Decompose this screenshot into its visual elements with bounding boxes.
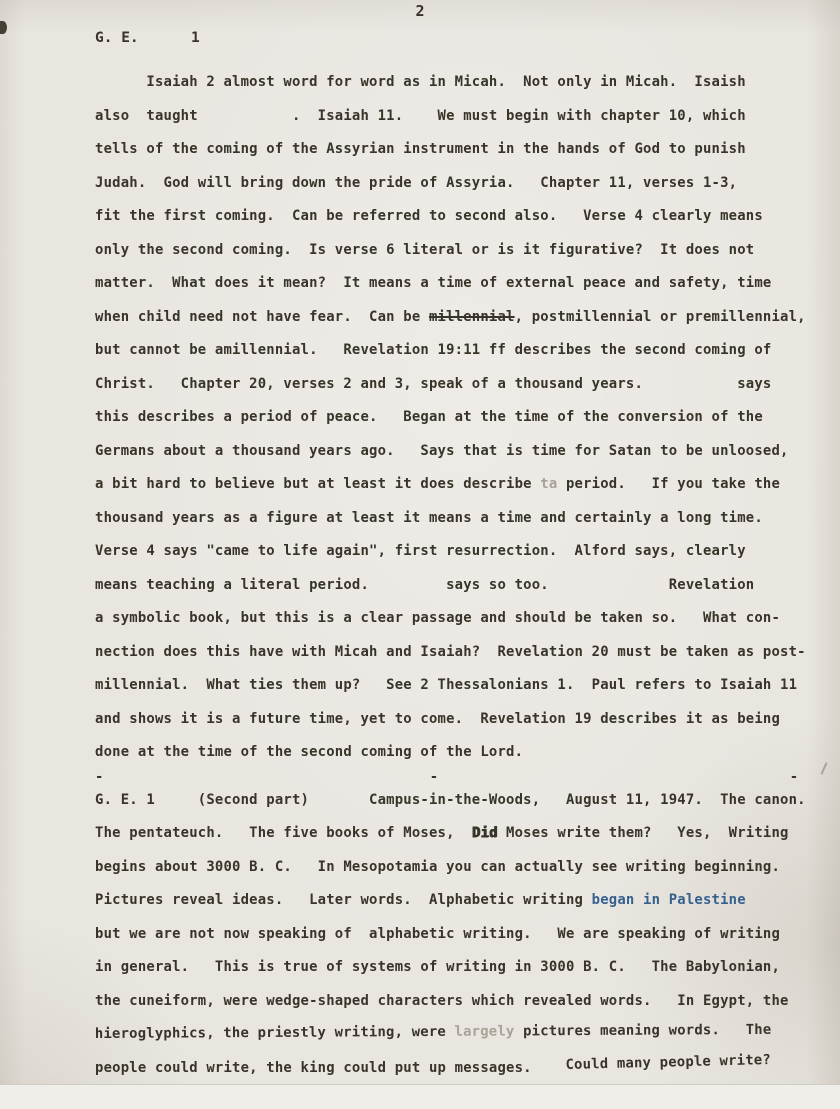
typed-segment: Pictures reveal ideas. Later words. Alphabetic writing [95,892,592,908]
scan-artifact-pen-mark [820,762,827,775]
typed-segment: also taught . Isaiah 11. We must begin with chapter 10, which [95,107,746,124]
typed-segment-strike: millennial [428,308,515,325]
typed-line [95,736,820,770]
typed-segment: hieroglyphics, the priestly writing, were [94,1023,455,1043]
typed-segment-over: Did [471,825,498,841]
typed-segment: Moses write them? Yes, Writing [497,825,789,841]
typed-line [95,951,820,985]
typed-segment: The pentateuch. The five books of Moses, [95,825,472,841]
typed-line [95,884,820,918]
typed-segment: a bit hard to believe but at least it does describe [95,476,541,492]
typed-segment: Christ. Chapter 20, verses 2 and 3, speak of a thousand years. says [95,375,772,392]
typed-segment: a symbolic book, but this is a clear passage and should be taken so. What con- [95,610,781,626]
typed-line [95,784,820,818]
typed-segment: Judah. God will bring down the pride of Assyria. Chapter 11, verses 1-3, [95,174,738,191]
typed-line [95,851,820,885]
typed-segment: the cuneiform, were wedge-shaped characters which revealed words. In Egypt, the [95,992,789,1009]
typed-line [95,502,820,536]
typed-segment: done at the time of the second coming of the Lord. [95,744,524,760]
typed-segment: this describes a period of peace. Began at the time of the conversion of the [95,409,763,425]
typed-segment-blue: began in Palestine [591,892,746,908]
typed-segment: nection does this have with Micah and Isaiah? Revelation 20 must be taken as post- [95,643,806,660]
typed-segment: begins about 3000 B. C. In Mesopotamia you can actually see writing beginning. [95,858,781,875]
typed-segment: but cannot be amillennial. Revelation 19:11 ff describes the second coming of [95,342,772,358]
typed-line [95,918,820,952]
typed-segment: pictures meaning words. The [514,1021,772,1040]
typed-segment-faint: ta [540,476,558,492]
separator-dash: - [95,768,104,785]
typed-segment: fit the first coming. Can be referred to second also. Verse 4 clearly means [95,208,763,224]
typed-segment: and shows it is a future time, yet to come. Revelation 19 describes it as being [95,710,781,727]
typed-segment: Verse 4 says "came to life again", first resurrection. Alford says, clearly [95,543,746,559]
typed-segment: thousand years as a figure at least it means a time and certainly a long time. [95,509,763,526]
typed-line [95,569,820,603]
typed-line [95,703,820,737]
separator-dash: - [789,768,799,785]
typed-line [95,301,820,335]
typed-segment: people could write, the king could put up messages. [95,1059,566,1076]
typed-text-body [95,66,820,1085]
typed-segment: G. E. 1 (Second part) Campus-in-the-Woods, August 11, 1947. The canon. [95,791,806,808]
separator-dash: - [429,768,439,785]
typed-segment: Germans about a thousand years ago. Says that is time for Satan to be unloosed, [95,442,789,459]
page-number: 2 [415,2,425,20]
typed-line [95,1052,820,1086]
typed-line [95,234,820,268]
typed-segment: means teaching a literal period. says so too. Revelation [95,576,755,593]
course-code-header: G. E. 1 [95,30,200,46]
typed-segment: Isaiah 2 almost word for word as in Micah. Not only in Micah. Isaish [95,74,746,90]
scan-edge-strip [0,1084,840,1109]
typed-line [95,200,820,234]
typed-segment: in general. This is true of systems of writing in 3000 B. C. The Babylonian, [95,959,781,975]
typed-segment: when child need not have fear. Can be [95,308,429,325]
separator-dashes [95,770,820,784]
typed-line [95,435,820,469]
typed-line [95,368,820,402]
scan-artifact-speck [0,21,7,34]
typed-line [95,468,820,502]
typed-line [95,985,820,1019]
typed-segment: , postmillennial or premillennial, [514,308,806,325]
typed-line [95,100,820,134]
typed-segment: millennial. What ties them up? See 2 Thessalonians 1. Paul refers to Isaiah 11 [95,677,798,693]
typed-segment: period. If you take the [557,476,781,492]
typed-segment: tells of the coming of the Assyrian instrument in the hands of God to punish [95,141,746,157]
typed-segment: but we are not now speaking of alphabetic writing. We are speaking of writing [95,925,781,942]
typed-segment: only the second coming. Is verse 6 literal or is it figurative? It does not [95,241,755,258]
typed-line [95,602,820,636]
typed-line [95,401,820,435]
typed-line [95,133,820,167]
typed-segment-faint: largely [454,1023,515,1040]
typed-line [95,66,820,100]
typed-line [95,167,820,201]
typed-line [95,334,820,368]
typed-segment-rise: Could many people write? [565,1051,772,1073]
typed-line [95,535,820,569]
typed-segment: matter. What does it mean? It means a time of external peace and safety, time [95,275,772,291]
typed-line [95,669,820,703]
typed-line [95,267,820,301]
typed-line [95,817,820,851]
typed-line [95,636,820,670]
